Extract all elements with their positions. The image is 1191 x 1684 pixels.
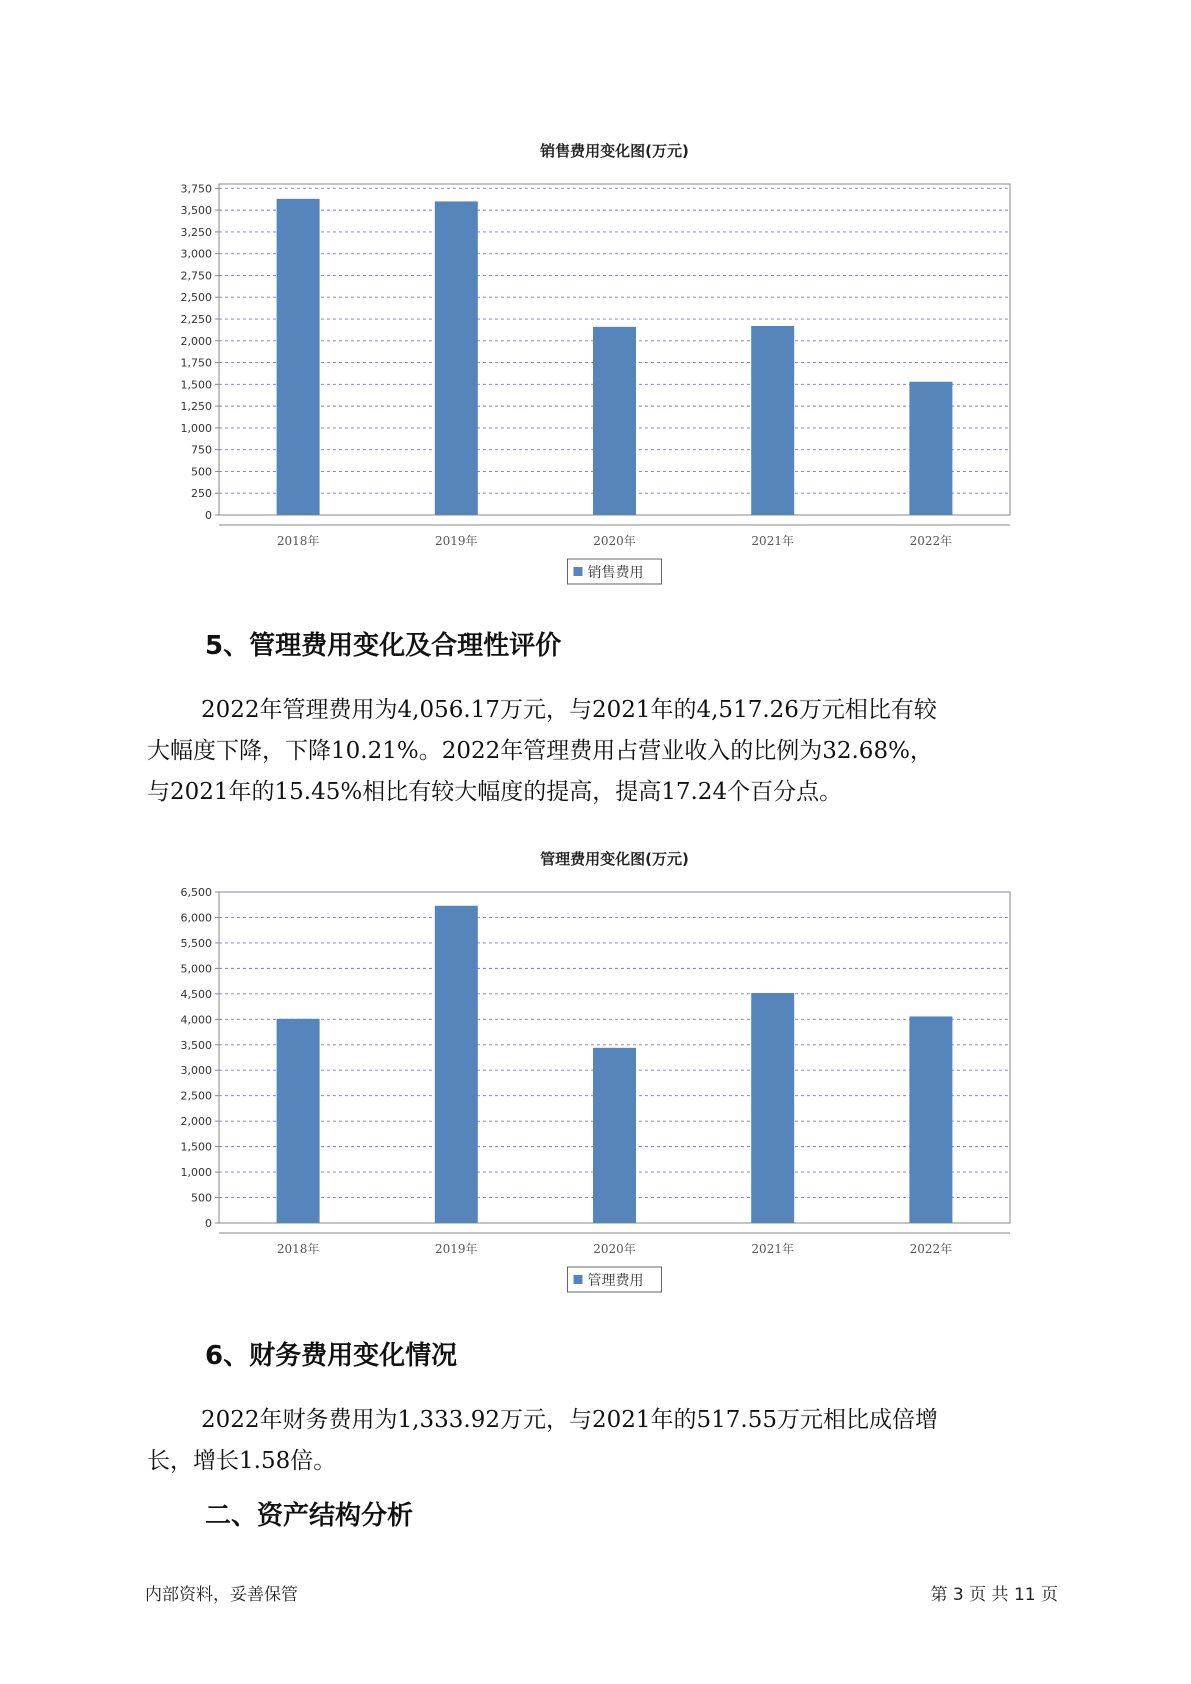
bar-2019年 bbox=[435, 906, 478, 1223]
y-tick-label: 2,250 bbox=[180, 313, 212, 327]
y-tick-label: 3,000 bbox=[180, 247, 212, 261]
bar-2022年 bbox=[909, 382, 952, 515]
bar-2022年 bbox=[909, 1016, 952, 1223]
y-tick-label: 5,000 bbox=[180, 962, 212, 976]
sales-expense-chart bbox=[0, 120, 1191, 590]
footer-page-number: 第 3 页 共 11 页 bbox=[930, 1585, 1058, 1605]
y-tick-label: 1,750 bbox=[180, 356, 212, 370]
y-tick-label: 2,500 bbox=[180, 291, 212, 305]
x-tick-label: 2020年 bbox=[593, 1242, 636, 1256]
y-tick-label: 0 bbox=[205, 1217, 212, 1230]
x-tick-label: 2018年 bbox=[276, 534, 320, 548]
admin-expense-chart-svg bbox=[0, 828, 1191, 1298]
y-tick-label: 6,000 bbox=[180, 911, 212, 925]
y-tick-label: 2,500 bbox=[180, 1089, 212, 1103]
y-tick-label: 2,000 bbox=[180, 1115, 212, 1129]
x-tick-label: 2021年 bbox=[751, 1242, 794, 1256]
bar-2021年 bbox=[751, 326, 794, 515]
x-tick-label: 2022年 bbox=[909, 534, 953, 548]
x-tick-label: 2018年 bbox=[276, 1242, 320, 1256]
sales-expense-chart-svg bbox=[0, 120, 1191, 590]
footer-confidential-note: 内部资料，妥善保管 bbox=[145, 1585, 298, 1605]
y-tick-label: 3,000 bbox=[180, 1064, 212, 1078]
finance-expense-line-2: 长，增长1.58倍。 bbox=[147, 1448, 337, 1474]
x-tick-label: 2021年 bbox=[751, 534, 794, 548]
y-tick-label: 0 bbox=[205, 509, 212, 522]
bar-2020年 bbox=[593, 327, 636, 515]
y-tick-label: 2,000 bbox=[180, 334, 212, 348]
y-tick-label: 3,500 bbox=[180, 204, 212, 218]
finance-expense-heading: 6、财务费用变化情况 bbox=[205, 1341, 458, 1371]
bar-2018年 bbox=[277, 199, 320, 515]
y-tick-label: 1,000 bbox=[180, 1166, 212, 1180]
bar-2020年 bbox=[593, 1048, 636, 1223]
admin-expense-line-1: 2022年管理费用为4,056.17万元，与2021年的4,517.26万元相比有较 bbox=[201, 697, 937, 723]
bar-2018年 bbox=[277, 1019, 320, 1223]
admin-expense-chart bbox=[0, 828, 1191, 1298]
y-tick-label: 1,500 bbox=[180, 378, 212, 392]
y-tick-label: 6,500 bbox=[180, 886, 212, 899]
admin-expense-line-3: 与2021年的15.45%相比有较大幅度的提高，提高17.24个百分点。 bbox=[147, 779, 843, 805]
y-tick-label: 500 bbox=[191, 1191, 212, 1205]
x-tick-label: 2019年 bbox=[435, 534, 478, 548]
y-tick-label: 4,000 bbox=[180, 1013, 212, 1027]
y-tick-label: 4,500 bbox=[180, 987, 212, 1001]
x-tick-label: 2022年 bbox=[909, 1242, 953, 1256]
legend-swatch bbox=[574, 567, 583, 576]
chart-title: 销售费用变化图(万元) bbox=[540, 142, 689, 160]
bar-2019年 bbox=[435, 201, 478, 515]
y-tick-label: 3,500 bbox=[180, 1038, 212, 1052]
legend-swatch bbox=[574, 1275, 583, 1284]
legend-label: 销售费用 bbox=[587, 565, 644, 581]
x-tick-label: 2019年 bbox=[435, 1242, 478, 1256]
y-tick-label: 500 bbox=[191, 465, 212, 479]
y-tick-label: 1,250 bbox=[180, 400, 212, 414]
y-tick-label: 3,750 bbox=[180, 182, 212, 196]
y-tick-label: 750 bbox=[191, 443, 212, 457]
y-tick-label: 5,500 bbox=[180, 936, 212, 950]
asset-structure-heading: 二、资产结构分析 bbox=[205, 1501, 414, 1531]
y-tick-label: 3,250 bbox=[180, 225, 212, 239]
x-tick-label: 2020年 bbox=[593, 534, 636, 548]
legend-label: 管理费用 bbox=[587, 1273, 644, 1289]
finance-expense-line-1: 2022年财务费用为1,333.92万元，与2021年的517.55万元相比成倍增 bbox=[201, 1407, 938, 1433]
y-tick-label: 250 bbox=[191, 487, 212, 501]
y-tick-label: 1,000 bbox=[180, 421, 212, 435]
y-tick-label: 1,500 bbox=[180, 1140, 212, 1154]
admin-expense-heading: 5、管理费用变化及合理性评价 bbox=[205, 631, 562, 661]
admin-expense-line-2: 大幅度下降，下降10.21%。2022年管理费用占营业收入的比例为32.68%， bbox=[147, 738, 933, 764]
bar-2021年 bbox=[751, 993, 794, 1223]
chart-title: 管理费用变化图(万元) bbox=[540, 850, 689, 868]
y-tick-label: 2,750 bbox=[180, 269, 212, 283]
